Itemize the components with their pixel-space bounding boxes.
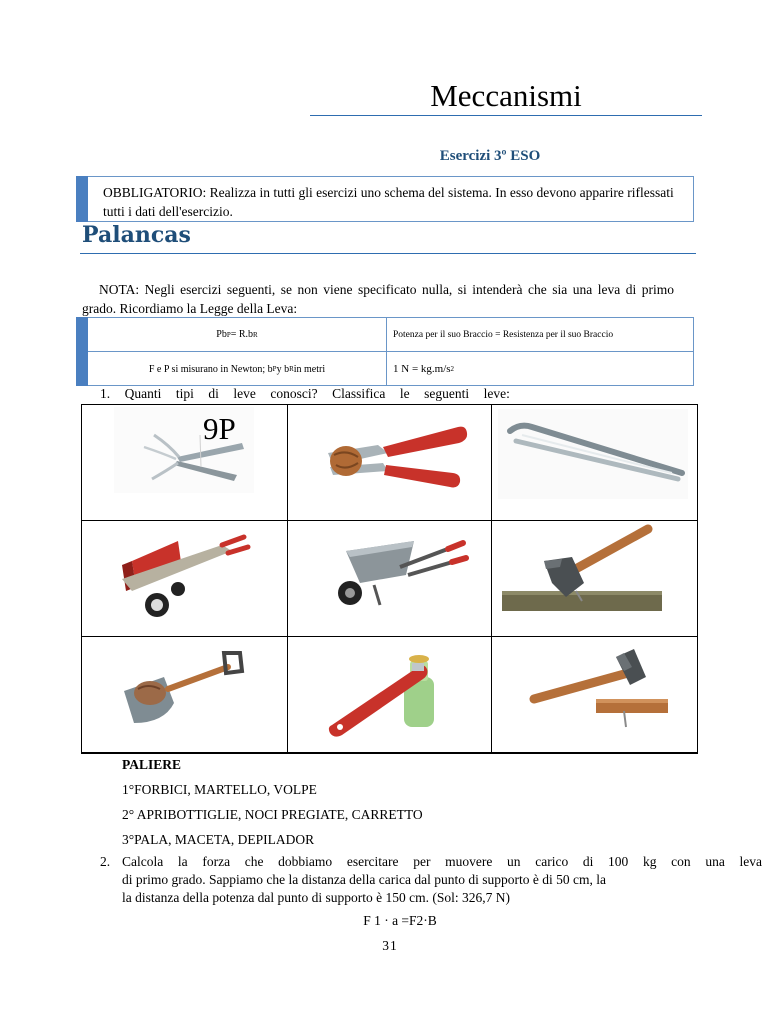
- newton-definition-cell: [393, 352, 693, 386]
- nutcracker-icon: [288, 405, 491, 520]
- q1-word: leve:: [483, 386, 510, 401]
- callout-text: OBBLIGATORIO: Realizza in tutti gli esercizi uno schema del sistema. In esso devono apparire riflessati tutti i dati dell'esercizio.: [103, 185, 674, 219]
- wheelbarrow-icon: [288, 521, 491, 636]
- lever-image-grid: [81, 404, 698, 754]
- law-formula-pb: Pb: [216, 329, 227, 340]
- grid-cell-bottle-opener: [288, 637, 492, 753]
- q2-line-1: Calcola la forza che dobbiamo esercitare per muovere un carico di 100 kg con una leva: [122, 854, 762, 869]
- hand-truck-icon: [82, 521, 287, 636]
- law-formula-sub-r: R: [253, 330, 258, 339]
- q1-word: Quanti: [124, 386, 162, 401]
- answer-third-class: 3°PALA, MACETA, DEPILADOR: [122, 832, 315, 847]
- grid-cell-shovel: [82, 637, 288, 753]
- newton-definition-text: 1 N = kg.m/s: [393, 363, 451, 375]
- section-title: Palancas: [82, 222, 191, 248]
- tweezers-icon: [492, 405, 697, 520]
- hammer-pulling-nail-icon: [492, 521, 697, 636]
- q2-body: [122, 853, 762, 907]
- answer-second-class: 2° APRIBOTTIGLIE, NOCI PREGIATE, CARRETTO: [122, 807, 423, 822]
- q1-word: le: [399, 386, 410, 401]
- table-accent-bar: [76, 317, 88, 386]
- q1-word: conosci?: [270, 386, 318, 401]
- page-subtitle: Esercizi 3º ESO: [439, 148, 541, 164]
- grid-cell-wheelbarrow: [288, 521, 492, 637]
- scissors-icon: [82, 405, 287, 520]
- q1-word: tipi: [175, 386, 194, 401]
- units-text-c: in metri: [293, 363, 326, 375]
- title-underline: [310, 115, 702, 116]
- formula-line: F 1 · a =F2·B: [363, 913, 437, 928]
- units-sub-p: P: [272, 365, 277, 373]
- law-description-cell: Potenza per il suo Braccio = Resistenza per il suo Braccio: [393, 329, 614, 340]
- law-formula-sub-p: P: [226, 330, 231, 339]
- overlay-label: 9P: [203, 411, 236, 446]
- units-text-b: y b: [276, 363, 290, 375]
- q2-number: 2.: [100, 854, 111, 869]
- q1-word: Classifica: [332, 386, 386, 401]
- answer-first-class: 1°FORBICI, MARTELLO, VOLPE: [122, 782, 317, 797]
- q1-word: leve: [233, 386, 256, 401]
- answers-heading: PALIERE: [122, 757, 182, 772]
- q2-line-3: la distanza della potenza dal punto di supporto è 150 cm. (Sol: 326,7 N): [122, 890, 511, 905]
- hammer-icon: [492, 637, 697, 752]
- grid-cell-nutcracker: [288, 405, 492, 521]
- nota-paragraph: NOTA: Negli esercizi seguenti, se non viene specificato nulla, si intenderà che sia una leva di primo grado. Ricordiamo la Legge della Leva:: [82, 282, 674, 316]
- shovel-icon: [82, 637, 287, 752]
- units-sub-r: R: [289, 365, 294, 373]
- grid-cell-hammer: [492, 637, 698, 753]
- grid-cell-scissors: [82, 405, 288, 521]
- question-1: [100, 386, 510, 402]
- obligatory-callout: [76, 176, 694, 222]
- newton-definition-sup: 2: [450, 365, 455, 373]
- q1-word: seguenti: [424, 386, 470, 401]
- grid-cell-hammer-nail: [492, 521, 698, 637]
- grid-cell-tweezers: [492, 405, 698, 521]
- q1-word: 1.: [100, 386, 111, 401]
- q1-word: di: [208, 386, 219, 401]
- units-cell: [88, 352, 386, 386]
- callout-accent-bar: [76, 176, 88, 222]
- section-underline: [80, 253, 696, 254]
- law-formula-rest: = R.b: [230, 329, 254, 340]
- bottle-opener-icon: [288, 637, 491, 752]
- page-number: 31: [382, 938, 398, 953]
- grid-cell-hand-truck: [82, 521, 288, 637]
- units-text-a: F e P si misurano in Newton; b: [148, 363, 273, 375]
- answers-block: [122, 752, 423, 852]
- q2-line-2: di primo grado. Sappiamo che la distanza della carica dal punto di supporto è di 50 cm, la: [122, 872, 606, 887]
- lever-law-table: [76, 317, 694, 386]
- page-title: Meccanismi: [430, 78, 582, 113]
- law-formula-cell: [88, 318, 386, 351]
